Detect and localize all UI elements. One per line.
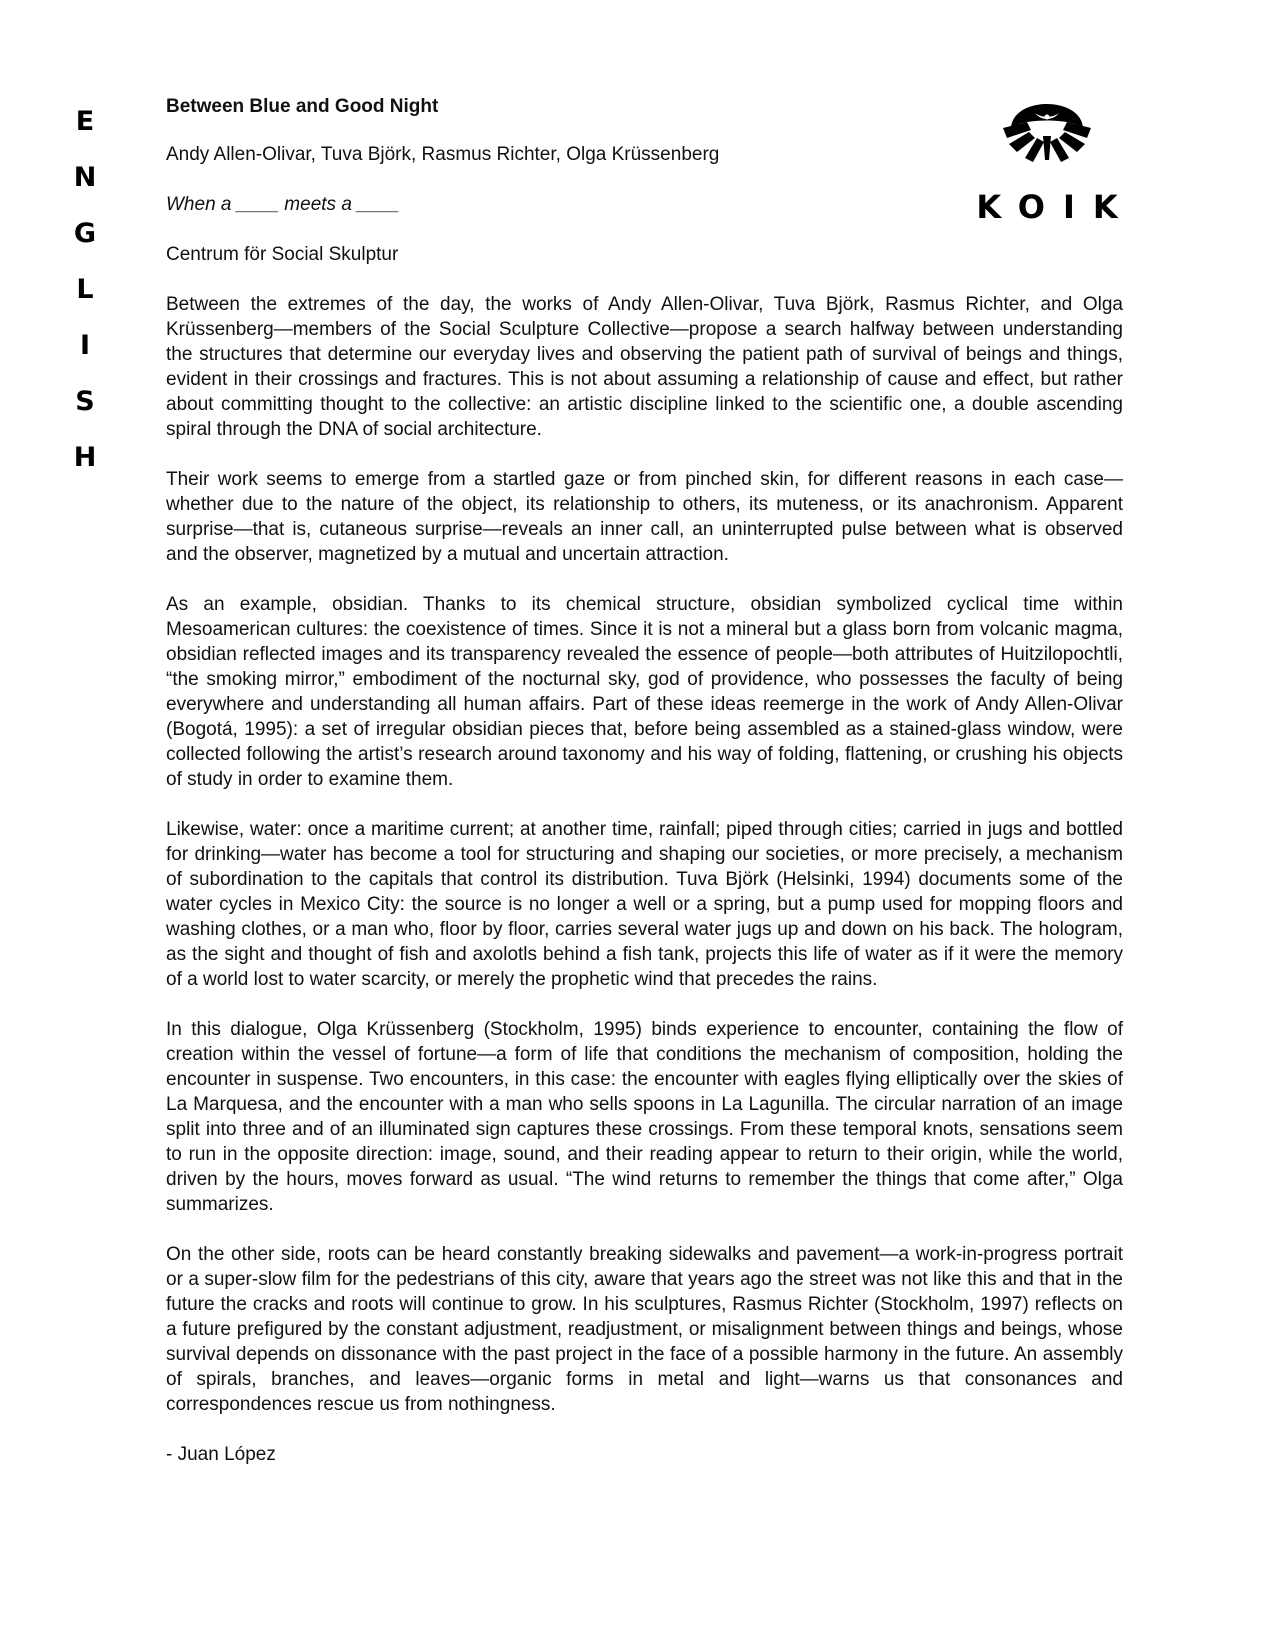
paragraph: Between the extremes of the day, the works of Andy Allen-Olivar, Tuva Björk, Rasmus Richter, and Olga Krüssenberg—members of the Social Sculpture Collective—propose a search halfway between understanding the structures that determine our everyday lives and observing the patient path of survival of beings and things, evident in their crossings and fractures. This is not about assuming a relationship of cause and effect, but rather about committing thought to the collective: an artistic discipline linked to the scientific one, a double ascending spiral through the DNA of social architecture.: [166, 294, 1123, 440]
venue: Centrum för Social Skulptur: [166, 244, 399, 265]
side-letter: E: [75, 106, 95, 137]
side-language-label: [70, 94, 100, 486]
side-letter: L: [76, 274, 94, 305]
logo-wordmark: KOIK: [976, 188, 1136, 226]
page-title: Between Blue and Good Night: [166, 96, 439, 117]
paragraph: On the other side, roots can be heard constantly breaking sidewalks and pavement—a work-in-progress portrait or a super-slow film for the pedestrians of this city, aware that years ago the street was not like this and that in the future the cracks and roots will continue to grow. In his sculptures, Rasmus Richter (Stockholm, 1997) reflects on a future prefigured by the constant adjustment, readjustment, or misalignment between things and beings, whose survival depends on dissonance with the past project in the face of a possible harmony in the future. An assembly of spirals, branches, and leaves—organic forms in metal and light—warns us that consonances and correspondences rescue us from nothingness.: [166, 1244, 1123, 1415]
side-letter: G: [73, 218, 97, 249]
paragraph: In this dialogue, Olga Krüssenberg (Stockholm, 1995) binds experience to encounter, containing the flow of creation within the vessel of fortune—a form of life that conditions the mechanism of composition, holding the encounter in suspense. Two encounters, in this case: the encounter with eagles flying elliptically over the skies of La Marquesa, and the encounter with a man who sells spoons in La Lagunilla. The circular narration of an image split into three and of an illuminated sign captures these crossings. From these temporal knots, sensations seem to run in the opposite direction: image, sound, and their reading appear to return to their origin, while the world, driven by the hours, moves forward as usual. “The wind returns to remember the things that come after,” Olga summarizes.: [166, 1019, 1123, 1215]
subtitle: When a ____ meets a ____: [166, 194, 400, 215]
paragraph: As an example, obsidian. Thanks to its chemical structure, obsidian symbolized cyclical time within Mesoamerican cultures: the coexistence of times. Since it is not a mineral but a glass born from volcanic magma, obsidian reflected images and its transparency revealed the essence of people—both attributes of Huitzilopochtli, “the smoking mirror,” embodiment of the nocturnal sky, god of providence, who possesses the faculty of being everywhere and understanding all human affairs. Part of these ideas reemerge in the work of Andy Allen-Olivar (Bogotá, 1995): a set of irregular obsidian pieces that, before being assembled as a stained-glass window, were collected following the artist’s research around taxonomy and his way of folding, flattening, or crushing his objects of study in order to examine them.: [166, 594, 1123, 790]
side-letter: I: [79, 330, 91, 361]
side-letter: S: [75, 386, 95, 417]
side-letter: H: [73, 442, 97, 473]
paragraph: Their work seems to emerge from a startled gaze or from pinched skin, for different reasons in each case—whether due to the nature of the object, its relationship to others, its muteness, or its anachronism. Apparent surprise—that is, cutaneous surprise—reveals an inner call, an uninterrupted pulse between what is observed and the observer, magnetized by a mutual and uncertain attraction.: [166, 469, 1123, 565]
document-body: [166, 94, 1123, 1467]
paragraph: Likewise, water: once a maritime current; at another time, rainfall; piped through cities; carried in jugs and bottled for drinking—water has become a tool for structuring and shaping our societies, or more precisely, a mechanism of subordination to the capitals that control its distribution. Tuva Björk (Helsinki, 1994) documents some of the water cycles in Mexico City: the source is no longer a well or a spring, but a pump used for mopping floors and washing clothes, or a man who, floor by floor, carries several water jugs up and down on his back. The hologram, as the sight and thought of fish and axolotls behind a fish tank, projects this life of water as if it were the memory of a world lost to water scarcity, or merely the prophetic wind that precedes the rains.: [166, 819, 1123, 990]
artists-line: Andy Allen-Olivar, Tuva Björk, Rasmus Richter, Olga Krüssenberg: [166, 144, 720, 165]
side-letter: N: [73, 162, 97, 193]
author-signature: - Juan López: [166, 1444, 276, 1465]
